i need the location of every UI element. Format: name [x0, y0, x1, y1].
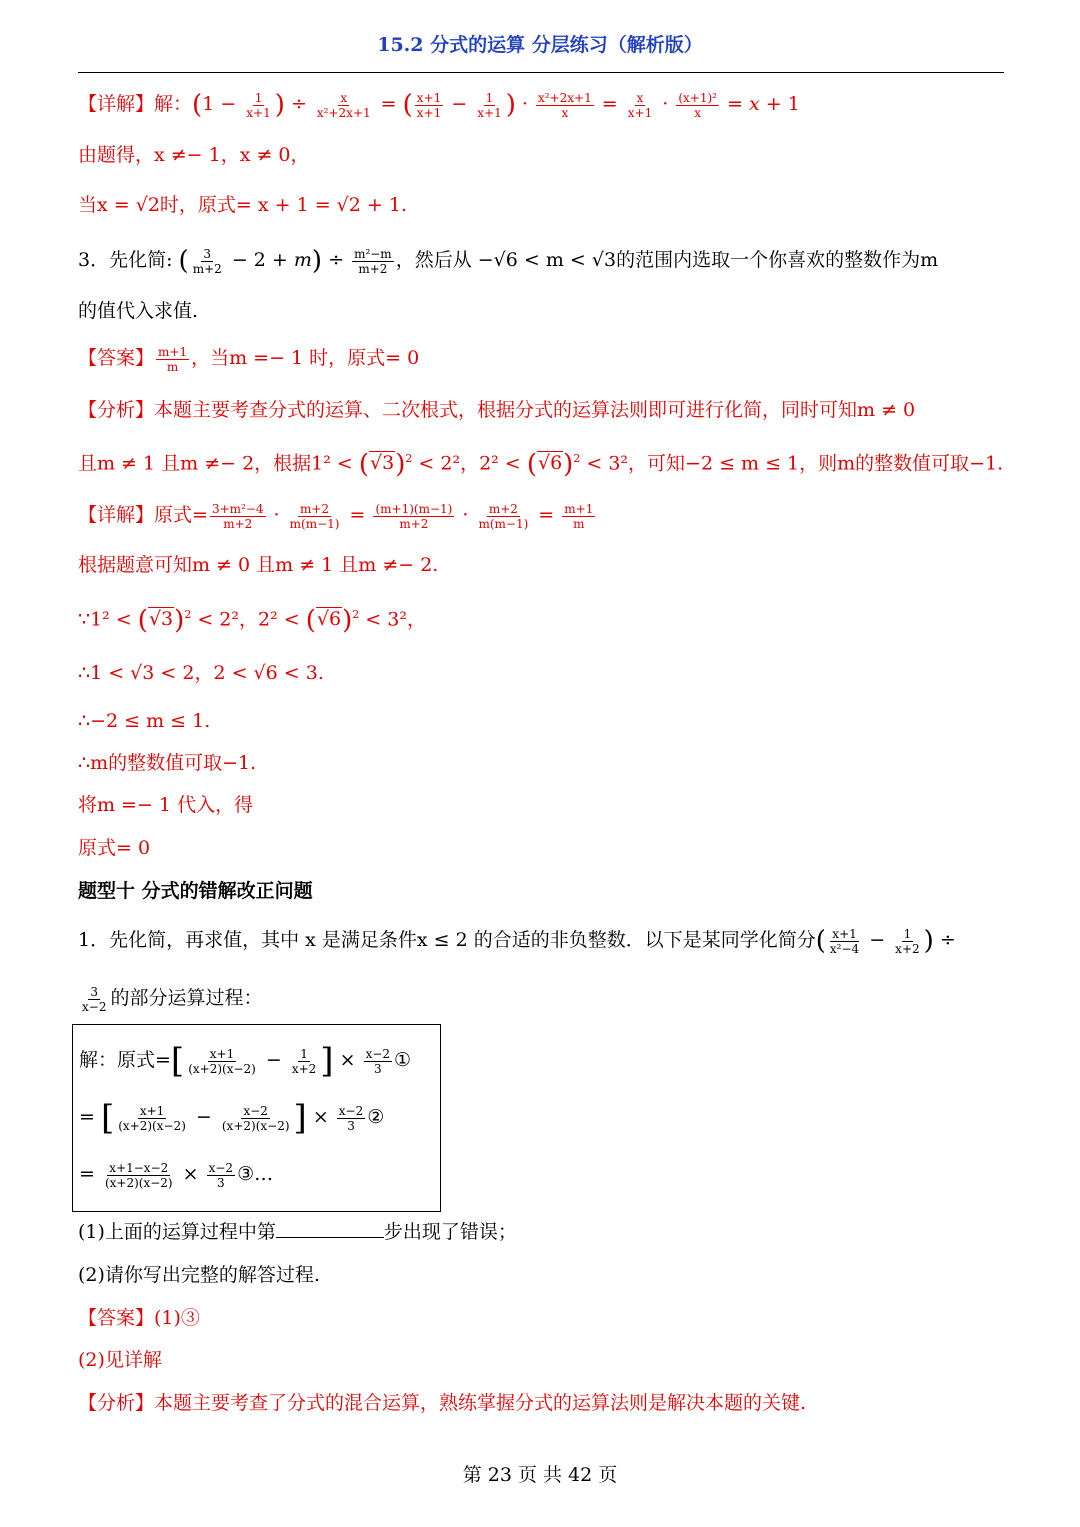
box-step1: 解：原式=[ $\frac{x+1}{(x+2)(x-2)}$ − $\frac{1}{x+2}$ ] × $\frac{x-2}{3}$ ①	[79, 1041, 412, 1081]
q3-step3: ∴1 < √3 < 2，2 < √6 < 3.	[78, 662, 324, 684]
answer-blank[interactable]	[276, 1219, 384, 1238]
q3-step5: ∴m的整数值可取−1.	[78, 752, 257, 774]
q1-statement-line2: $\frac{3}{x-2}$ 的部分运算过程：	[82, 984, 263, 1014]
prev-condition: 由题得，x ≠− 1，x ≠ 0，	[78, 144, 310, 166]
q3-step6: 将m =− 1 代入，得	[78, 794, 254, 816]
q3-step4: ∴−2 ≤ m ≤ 1.	[78, 710, 211, 732]
q3-answer: 【答案】 $\frac{m+1}{m}$ ，当m =− 1 时，原式= 0	[78, 344, 420, 374]
q1-answer2: (2)见详解	[78, 1349, 162, 1371]
q1-answer1: 【答案】(1)③	[78, 1307, 200, 1329]
q3-step2: ∵1² < $(√3)^2 < 2^2$，$2^2 < (√6)^2 < 3^2$，	[78, 605, 426, 636]
q1-analysis: 【分析】本题主要考查了分式的混合运算，熟练掌握分式的运算法则是解决本题的关键.	[78, 1392, 807, 1414]
q3-analysis-line1: 【分析】本题主要考查分式的运算、二次根式，根据分式的运算法则即可进行化简，同时可知m ≠ 0	[78, 399, 916, 421]
q3-detail: 【详解】原式= $\frac{\text{3+m²−4}}{m+2}$ · $\frac{m+2}{m(m-1)}$ = $\frac{(m+1)(m-1)}{m+2}$ · $\frac{m+2}{m(m-1)}$ = $\frac{m+1}{m}$	[78, 501, 594, 531]
section-title: 题型十 分式的错解改正问题	[78, 880, 313, 902]
prev-detail-line: 【详解】解：(1 − $\frac{1}{x+1}$ ) ÷ $\frac{x}{\text{x²+2x+1}}$ = ( $\frac{x+1}{x+1}$ − $\frac{1}{x+1}$ ) · $\frac{\text{x²+2x+1}}{x}$ = $\frac{x}{x+1}$ · $\frac{\text{(x+1)²}}{x}$ = x + 1	[78, 90, 800, 120]
box-step2: = [ $\frac{x+1}{(x+2)(x-2)}$ − $\frac{x-2}{(x+2)(x-2)}$ ] × $\frac{x-2}{3}$ ②	[79, 1098, 385, 1138]
q3-statement-line2: 的值代入求值.	[78, 300, 199, 322]
page-title: 15.2 分式的运算 分层练习（解析版）	[377, 34, 703, 56]
prev-substitution: 当x = √2时，原式= x + 1 = √2 + 1.	[78, 194, 407, 216]
q3-analysis-line2: 且m ≠ 1 且m ≠− 2，根据$1^2 < (√3)^2 < 2^2$，$2^2 < (√6)^2 < 3^2$，可知−2 ≤ m ≤ 1，则m的整数值可取−1.	[78, 449, 1004, 480]
page-number: 第 23 页 共 42 页	[462, 1464, 618, 1486]
q3-step7: 原式= 0	[78, 837, 151, 859]
detail-tag: 【详解】	[78, 93, 155, 115]
q1-sub2: (2)请你写出完整的解答过程.	[78, 1264, 320, 1286]
q1-sub1: (1)上面的运算过程中第 步出现了错误；	[78, 1221, 517, 1243]
header-divider	[78, 72, 1004, 73]
q1-statement-line1: 1．先化简，再求值，其中 x 是满足条件x ≤ 2 的合适的非负整数．以下是某同学化简分( $\frac{x+1}{\text{x²−4}}$ − $\frac{1}{x+2}$ ) ÷	[78, 926, 956, 956]
box-step3: = $\frac{x+1-x-2}{(x+2)(x-2)}$ × $\frac{x-2}{3}$ ③…	[79, 1160, 274, 1190]
q3-statement-line1: 3．先化简: ( $\frac{3}{m+2}$ − 2 + m) ÷ $\frac{\text{m²−m}}{m+2}$ ，然后从 −√6 < m < √3的范围内选取一个你喜欢的整数作为m	[78, 246, 939, 276]
q3-step1: 根据题意可知m ≠ 0 且m ≠ 1 且m ≠− 2.	[78, 554, 439, 576]
wrong-solution-box	[72, 1024, 441, 1212]
detail-lead: 解：	[154, 93, 193, 115]
